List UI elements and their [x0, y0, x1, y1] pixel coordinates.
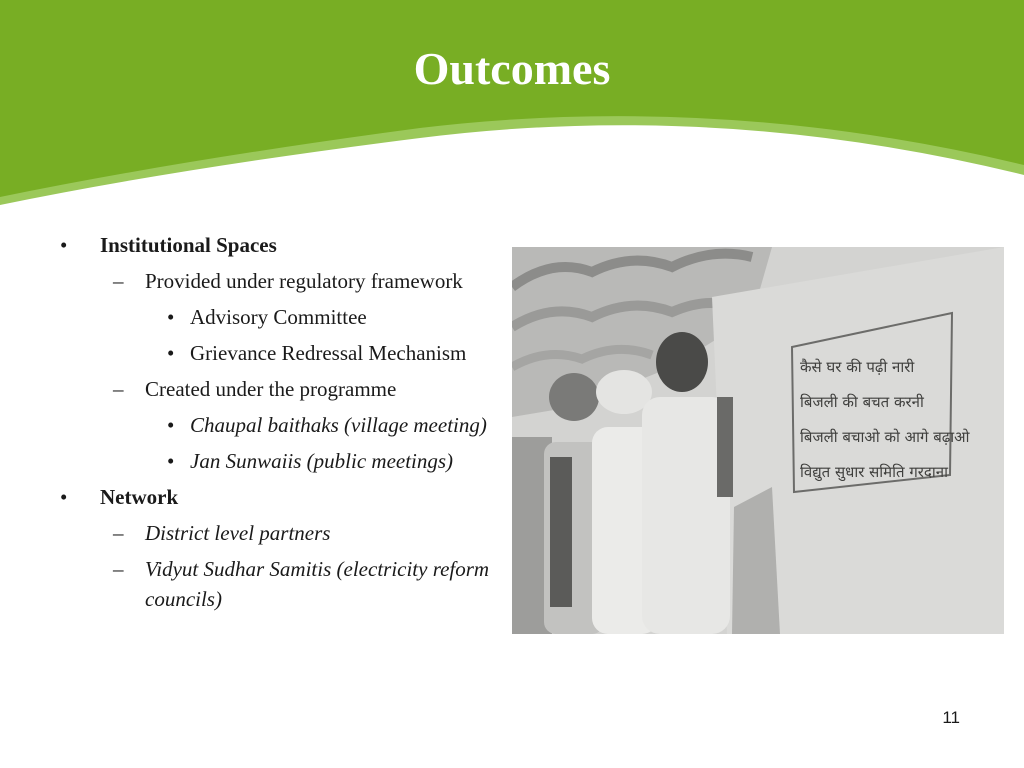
- bullet-marker: •: [167, 305, 175, 329]
- slide-title: Outcomes: [413, 43, 611, 94]
- header-band: [0, 0, 1024, 215]
- village-wall-photo: [512, 247, 1004, 634]
- subitem-label: Advisory Committee: [190, 305, 367, 329]
- svg-text:विद्युत सुधार समिति गरदाना: विद्युत सुधार समिति गरदाना: [800, 463, 948, 481]
- subbullet-programme: [58, 374, 498, 404]
- dash-marker: –: [113, 269, 124, 293]
- photo-illustration: [512, 247, 1004, 634]
- svg-text:बिजली की बचत करनी: बिजली की बचत करनी: [800, 393, 924, 411]
- subbullet-district-partners: [58, 518, 498, 548]
- subitem-label: Grievance Redressal Mechanism: [190, 341, 467, 365]
- page-number: 11: [942, 708, 960, 727]
- subitem-advisory-committee: [58, 302, 498, 332]
- subitem-label: Jan Sunwaiis (public meetings): [190, 449, 454, 473]
- dash-marker: –: [113, 557, 124, 581]
- subbullet-label: Provided under regulatory framework: [145, 269, 463, 293]
- subbullet-label: District level partners: [145, 521, 331, 545]
- subbullet-regulatory-framework: [58, 266, 498, 296]
- subitem-grievance-redressal: [58, 338, 498, 368]
- dash-marker: –: [113, 377, 124, 401]
- subitem-chaupal-baithaks: [58, 410, 498, 440]
- bullet-network: [58, 482, 498, 512]
- bullet-marker: •: [60, 233, 68, 257]
- svg-text:बिजली बचाओ को आगे बढ़ाओ: बिजली बचाओ को आगे बढ़ाओ: [800, 428, 970, 446]
- dash-marker: –: [113, 521, 124, 545]
- bullet-marker: •: [167, 413, 175, 437]
- bullet-marker: •: [167, 341, 175, 365]
- bullet-marker: •: [167, 449, 175, 473]
- subitem-label: Chaupal baithaks (village meeting): [190, 413, 487, 437]
- bullet-label: Network: [100, 485, 179, 509]
- bullet-marker: •: [60, 485, 68, 509]
- subitem-jan-sunwaiis: [58, 446, 498, 476]
- bullet-label: Institutional Spaces: [100, 233, 277, 257]
- svg-text:कैसे घर की पढ़ी नारी: कैसे घर की पढ़ी नारी: [800, 358, 915, 376]
- bullet-institutional-spaces: [58, 230, 498, 260]
- bullet-list: [58, 230, 498, 614]
- subbullet-label: Vidyut Sudhar Samitis (electricity reform councils): [145, 557, 490, 611]
- subbullet-vidyut-sudhar-samitis: [58, 554, 498, 614]
- subbullet-label: Created under the programme: [145, 377, 397, 401]
